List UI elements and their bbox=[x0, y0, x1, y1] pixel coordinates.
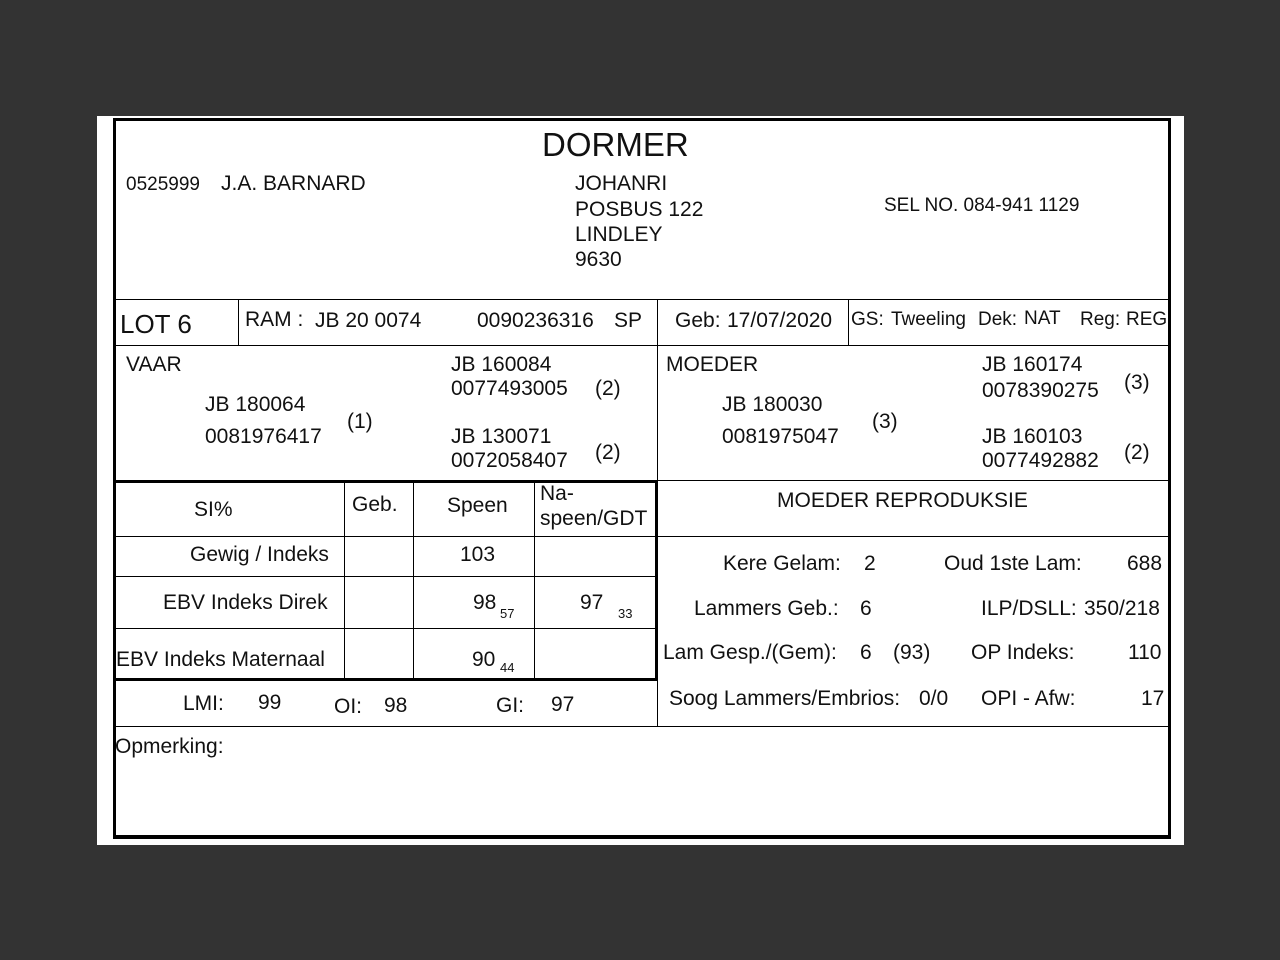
divider bbox=[657, 680, 658, 726]
town: LINDLEY bbox=[575, 223, 663, 246]
col-header-naspeen: Na- bbox=[540, 482, 574, 505]
cell-number: SEL NO. 084-941 1129 bbox=[884, 195, 1080, 216]
sire-label: VAAR bbox=[126, 353, 182, 376]
remarks-label: Opmerking: bbox=[115, 735, 224, 758]
lammers-geb-label: Lammers Geb.: bbox=[694, 597, 839, 620]
sire-registration: 0081976417 bbox=[205, 425, 322, 448]
row-label-gewig: Gewig / Indeks bbox=[190, 543, 329, 566]
reproduction-title: MOEDER REPRODUKSIE bbox=[777, 489, 1028, 512]
postal-code: 9630 bbox=[575, 248, 622, 271]
dam-id: JB 180030 bbox=[722, 393, 823, 416]
divider bbox=[534, 480, 535, 680]
col-header-si: SI% bbox=[194, 498, 233, 521]
reg-label: Reg: bbox=[1080, 309, 1121, 330]
ram-label: RAM : bbox=[245, 308, 304, 331]
gi-label: GI: bbox=[496, 694, 525, 717]
breeder-name: J.A. BARNARD bbox=[221, 172, 366, 195]
lam-gesp-gem: (93) bbox=[893, 641, 931, 664]
breeder-code: 0525999 bbox=[126, 174, 200, 195]
ram-id: JB 20 0074 bbox=[315, 309, 422, 332]
lot-number: LOT 6 bbox=[120, 309, 192, 339]
divider bbox=[657, 345, 658, 481]
direk-naspeen-value: 97 bbox=[580, 591, 604, 614]
lmi-value: 99 bbox=[258, 691, 282, 714]
gewig-speen-value: 103 bbox=[460, 543, 496, 566]
ilp-dsll-label: ILP/DSLL: bbox=[981, 597, 1077, 620]
dam-dam-grade: (2) bbox=[1124, 441, 1150, 464]
dek-label: Dek: bbox=[978, 309, 1018, 330]
lmi-label: LMI: bbox=[183, 692, 224, 715]
sire-dam-id: JB 130071 bbox=[451, 425, 552, 448]
row-label-ebv-maternaal: EBV Indeks Maternaal bbox=[116, 648, 325, 671]
ilp-dsll-value: 350/218 bbox=[1084, 597, 1160, 620]
divider bbox=[113, 628, 657, 629]
dam-dam-registration: 0077492882 bbox=[982, 449, 1099, 472]
sire-dam-registration: 0072058407 bbox=[451, 449, 568, 472]
maternaal-speen-accuracy: 44 bbox=[500, 660, 515, 675]
oi-label: OI: bbox=[334, 695, 363, 718]
direk-speen-value: 98 bbox=[473, 591, 497, 614]
divider bbox=[113, 299, 1171, 300]
sire-sire-registration: 0077493005 bbox=[451, 377, 568, 400]
oud-1ste-lam-label: Oud 1ste Lam: bbox=[944, 552, 1082, 575]
oud-1ste-lam-value: 688 bbox=[1127, 552, 1163, 575]
divider bbox=[113, 726, 1171, 727]
address-line: POSBUS 122 bbox=[575, 198, 704, 221]
divider bbox=[848, 299, 849, 345]
dam-label: MOEDER bbox=[666, 353, 759, 376]
ram-registration: 0090236316 bbox=[477, 309, 594, 332]
divider bbox=[657, 480, 1171, 481]
dam-grade: (3) bbox=[872, 410, 898, 433]
maternaal-speen-value: 90 bbox=[472, 648, 496, 671]
divider bbox=[113, 576, 657, 577]
lam-gesp-label: Lam Gesp./(Gem): bbox=[663, 641, 837, 664]
sire-grade: (1) bbox=[347, 410, 373, 433]
sire-sire-grade: (2) bbox=[595, 377, 621, 400]
sire-sire-id: JB 160084 bbox=[451, 353, 552, 376]
opi-afw-label: OPI - Afw: bbox=[981, 687, 1076, 710]
col-header-speen: Speen bbox=[447, 494, 508, 517]
table-border bbox=[113, 480, 658, 483]
soog-lammers-value: 0/0 bbox=[919, 687, 949, 710]
oi-value: 98 bbox=[384, 694, 408, 717]
reg-value: REG bbox=[1126, 309, 1168, 330]
soog-lammers-label: Soog Lammers/Embrios: bbox=[669, 687, 901, 710]
farm-name: JOHANRI bbox=[575, 172, 668, 195]
breed-title: DORMER bbox=[542, 126, 689, 163]
divider bbox=[113, 536, 1171, 537]
table-border bbox=[655, 480, 658, 680]
kere-gelam-label: Kere Gelam: bbox=[723, 552, 841, 575]
dam-sire-id: JB 160174 bbox=[982, 353, 1083, 376]
gs-label: GS: bbox=[851, 309, 884, 330]
opi-afw-value: 17 bbox=[1141, 687, 1165, 710]
ram-grade: SP bbox=[614, 309, 643, 332]
birth-label: Geb: bbox=[675, 309, 721, 332]
op-indeks-value: 110 bbox=[1128, 641, 1162, 664]
row-label-ebv-direk: EBV Indeks Direk bbox=[163, 591, 328, 614]
lam-gesp-value: 6 bbox=[860, 641, 872, 664]
col-header-geb: Geb. bbox=[352, 493, 398, 516]
dam-sire-grade: (3) bbox=[1124, 371, 1150, 394]
direk-naspeen-accuracy: 33 bbox=[618, 606, 633, 621]
sire-dam-grade: (2) bbox=[595, 441, 621, 464]
dek-value: NAT bbox=[1024, 308, 1061, 329]
direk-speen-accuracy: 57 bbox=[500, 606, 515, 621]
op-indeks-label: OP Indeks: bbox=[971, 641, 1075, 664]
divider bbox=[238, 299, 239, 345]
divider bbox=[113, 345, 1171, 346]
divider bbox=[657, 299, 658, 345]
divider bbox=[413, 480, 414, 680]
gs-value: Tweeling bbox=[891, 309, 966, 330]
birth-date: 17/07/2020 bbox=[727, 309, 833, 332]
table-border bbox=[113, 678, 658, 681]
col-header-naspeen: speen/GDT bbox=[540, 507, 648, 530]
dam-dam-id: JB 160103 bbox=[982, 425, 1083, 448]
dam-registration: 0081975047 bbox=[722, 425, 839, 448]
kere-gelam-value: 2 bbox=[864, 552, 876, 575]
lammers-geb-value: 6 bbox=[860, 597, 872, 620]
divider bbox=[344, 480, 345, 680]
sire-id: JB 180064 bbox=[205, 393, 306, 416]
dam-sire-registration: 0078390275 bbox=[982, 379, 1099, 402]
gi-value: 97 bbox=[551, 693, 575, 716]
